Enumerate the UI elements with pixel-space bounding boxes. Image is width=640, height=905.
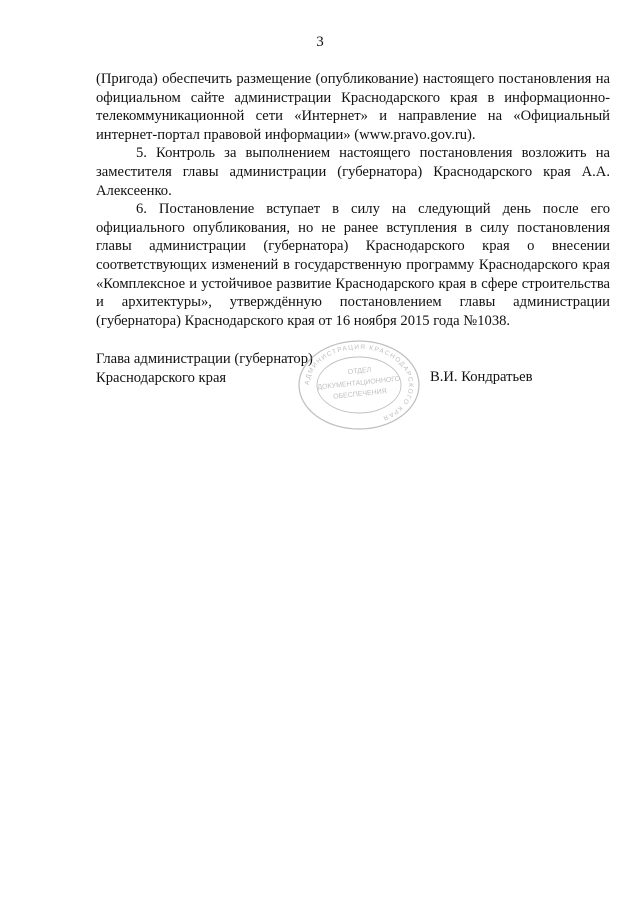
signatory-name: В.И. Кондратьев [430,369,533,385]
seal-inner-line2: ДОКУМЕНТАЦИОННОГО [317,375,401,392]
signatory-position-line2: Краснодарского края [96,369,227,386]
document-body [96,70,610,330]
paragraph-control: 5. Контроль за выполнением настоящего постановления возложить на заместителя главы администрации (губернатора) Краснодарского края А.А. Алексеенко. [96,145,610,199]
signature-block [96,343,610,440]
signatory-position-line1: Глава администрации (губернатор) [96,351,313,367]
signatory-position [96,350,313,387]
page-number: 3 [316,34,324,50]
official-seal [295,338,423,432]
seal-inner-line3: ОБЕСПЕЧЕНИЯ [332,388,388,401]
seal-outer-text: АДМИНИСТРАЦИЯ КРАСНОДАРСКОГО КРАЯ [303,343,415,422]
paragraph-publication: (Пригода) обеспечить размещение (опубликование) настоящего постановления на официальном сайте администрации Краснодарского края в информационно-телекоммуникационной сети «Интернет» и направление на «Официальный интернет-портал правовой информации» (www.pravo.gov.ru). [96,71,610,143]
seal-inner-line1: ОТДЕЛ [347,366,372,377]
paragraph-effective-date: 6. Постановление вступает в силу на следующий день после его официального опубликования, но не ранее вступления в силу постановления главы администрации (губернатора) Краснодарского края о внесении соответствующих изменений в государственную программу Краснодарского края «Комплексное и устойчивое развитие Краснодарского края в сфере строительства и архитектуры», утверждённую постановлением главы администрации (губернатора) Краснодарского края от 16 ноября 2015 года №1038. [96,201,610,329]
